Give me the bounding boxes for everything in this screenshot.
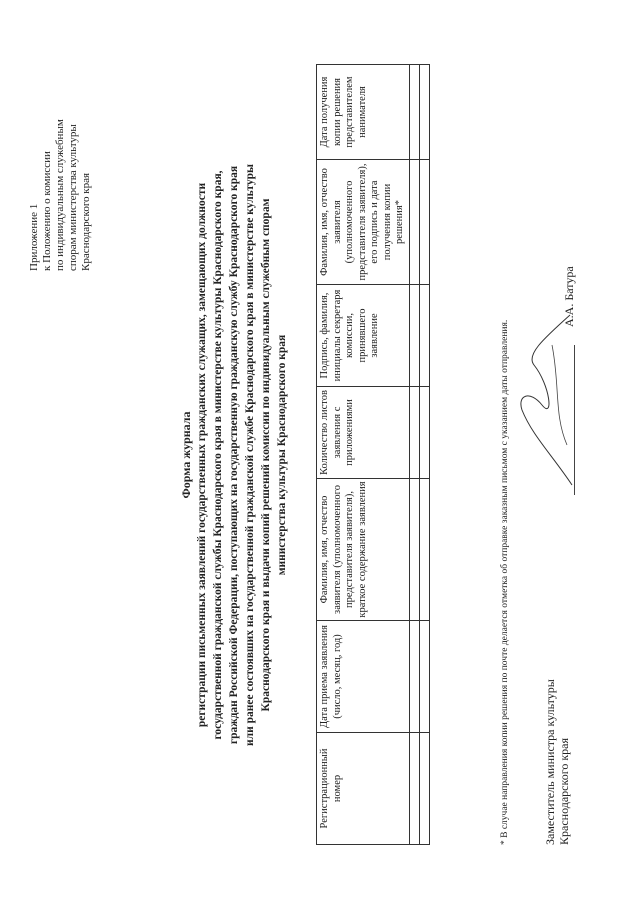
document-title xyxy=(178,45,290,865)
title-line: Краснодарского края и выдачи копий решений комиссии по индивидуальным служебным спорам xyxy=(260,198,272,712)
appendix-line: к Положению о комиссии xyxy=(41,151,53,271)
header-receipt-date: Дата приема заявления (число, месяц, год) xyxy=(317,621,410,733)
footnote: * В случае направления копии решения по почте делается отметка об отправке заказным письмом с указанием даты отправления. xyxy=(500,319,510,845)
table-cell xyxy=(409,479,419,621)
appendix-line: по индивидуальным служебным xyxy=(54,119,66,271)
table-header-row xyxy=(317,65,410,845)
header-secretary-signature: Подпись, фамилия, инициалы секретаря комиссии, принявшего заявление xyxy=(317,285,410,387)
handwritten-signature xyxy=(512,305,582,505)
table-cell xyxy=(409,733,419,845)
table-cell xyxy=(419,285,429,387)
header-applicant-name: Фамилия, имя, отчество заявителя (уполномоченного представителя заявителя), краткое содержание заявления xyxy=(317,479,410,621)
header-copy-receipt: Фамилия, имя, отчество заявителя (уполномоченного представителя заявителя), его подпись и дата получения копии решения* xyxy=(317,160,410,285)
deputy-line: Краснодарского края xyxy=(557,737,571,845)
table-cell xyxy=(419,733,429,845)
title-line: или ранее состоявших на государственной гражданской службе Краснодарского края в министерстве культуры xyxy=(244,164,256,746)
table-row xyxy=(409,65,419,845)
table-cell xyxy=(419,387,429,479)
table-cell xyxy=(419,479,429,621)
header-registration-number: Регистрационный номер xyxy=(317,733,410,845)
title-line: регистрации письменных заявлений государственных гражданских служащих, замещающих должности xyxy=(196,182,208,728)
title-line: министерства культуры Краснодарского края xyxy=(276,334,288,576)
appendix-line: спорам министерства культуры xyxy=(67,124,79,271)
table-cell xyxy=(409,387,419,479)
appendix-line: Краснодарского края xyxy=(80,172,92,271)
title-heading: Форма журнала xyxy=(179,411,193,499)
appendix-note xyxy=(28,61,93,271)
signature-line xyxy=(574,345,575,495)
header-employer-receipt-date: Дата получения копии решения представителем нанимателя xyxy=(317,65,410,160)
title-line: государственной гражданской службы Краснодарского края в министерстве культуры Краснодарского края, xyxy=(212,170,224,740)
table-cell xyxy=(419,160,429,285)
table-cell xyxy=(409,160,419,285)
table-cell xyxy=(419,65,429,160)
journal-table xyxy=(316,64,430,845)
title-line: граждан Российской Федерации, поступающих на государственную гражданскую службу Краснодарского края xyxy=(228,165,240,745)
table-row xyxy=(419,65,429,845)
table-cell xyxy=(419,621,429,733)
signer-name: А.А. Батура xyxy=(562,266,576,327)
table-cell xyxy=(409,285,419,387)
deputy-minister-title xyxy=(543,545,571,845)
header-sheet-count: Количество листов заявления с приложениями xyxy=(317,387,410,479)
table-cell xyxy=(409,621,419,733)
table-cell xyxy=(409,65,419,160)
deputy-line: Заместитель министра культуры xyxy=(543,679,557,845)
appendix-line: Приложение 1 xyxy=(28,203,40,271)
